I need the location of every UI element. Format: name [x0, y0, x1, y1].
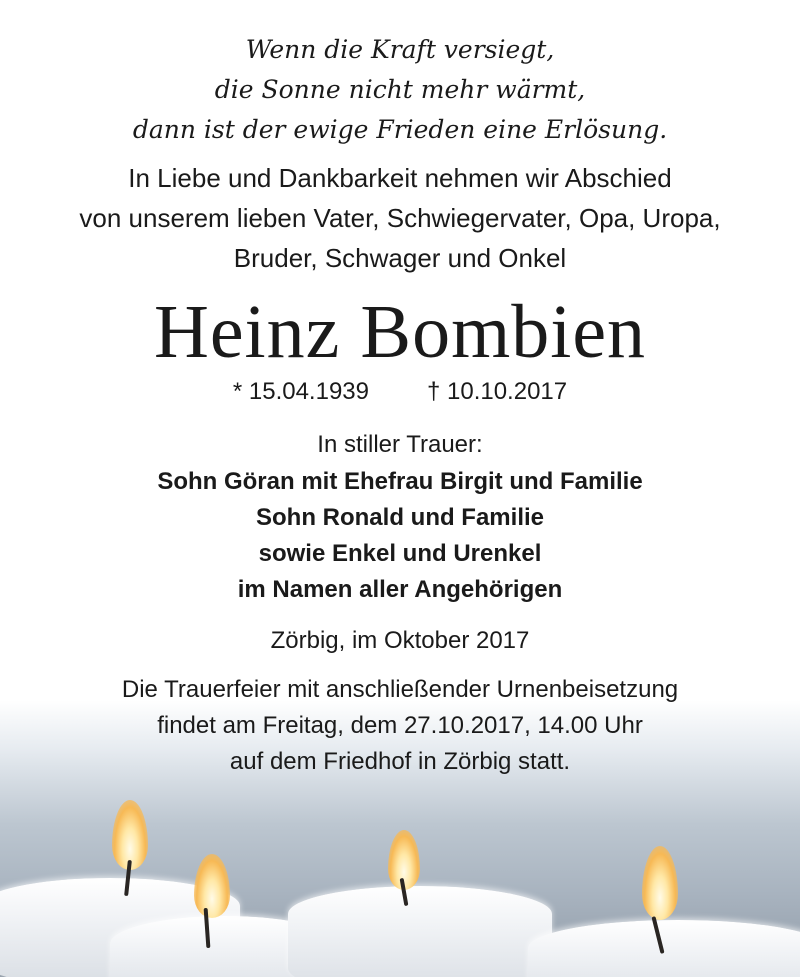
- ceremony-line: Die Trauerfeier mit anschließender Urnenbeisetzung: [121, 676, 679, 703]
- verse-line: dann ist der ewige Frieden eine Erlösung.: [132, 115, 668, 144]
- mourner-line: Sohn Ronald und Familie: [256, 504, 544, 531]
- life-dates: [0, 374, 800, 410]
- intro-line: In Liebe und Dankbarkeit nehmen wir Abschied: [128, 163, 672, 193]
- intro-line: Bruder, Schwager und Onkel: [233, 243, 567, 273]
- ceremony-line: auf dem Friedhof in Zörbig statt.: [229, 748, 571, 775]
- mourner-line: im Namen aller Angehörigen: [237, 576, 563, 603]
- candle: [288, 886, 552, 977]
- ceremony-info: [0, 672, 800, 780]
- verse-line: Wenn die Kraft versiegt,: [245, 35, 555, 64]
- ceremony-line: findet am Freitag, dem 27.10.2017, 14.00 Uhr: [157, 712, 643, 739]
- candles-image: [0, 790, 800, 977]
- mourners-list: [0, 464, 800, 608]
- death-date: † 10.10.2017: [426, 378, 568, 405]
- grief-label: In stiller Trauer:: [317, 431, 483, 458]
- mourner-line: Sohn Göran mit Ehefrau Birgit und Familie: [157, 468, 643, 495]
- intro-line: von unserem lieben Vater, Schwiegervater, Opa, Uropa,: [79, 203, 721, 233]
- birth-date: * 15.04.1939: [232, 378, 369, 405]
- mourner-line: sowie Enkel und Urenkel: [258, 540, 542, 567]
- candle-flame-icon: [642, 846, 678, 920]
- verse-line: die Sonne nicht mehr wärmt,: [214, 75, 586, 104]
- deceased-name: Heinz Bombien: [153, 290, 647, 374]
- candle-flame-icon: [194, 854, 230, 918]
- candle: [528, 920, 800, 977]
- verse: [0, 30, 800, 150]
- place-date: Zörbig, im Oktober 2017: [270, 627, 530, 654]
- intro: [0, 158, 800, 278]
